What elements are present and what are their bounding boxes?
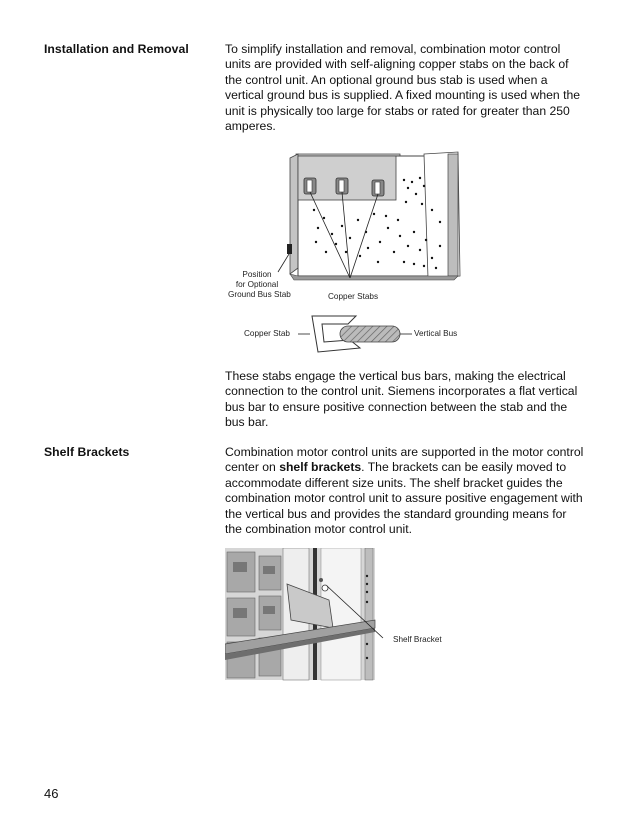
shelf-text-after: . The brackets can be easily moved to accommodate different size units. The shelf bracket guides the combination motor control unit to assure positive engagement with the vertical bus and provides the standard grounding means for the combination motor control unit. [225, 460, 583, 537]
heading-shelf-brackets: Shelf Brackets [44, 445, 130, 459]
paragraph-shelf-brackets [225, 445, 585, 537]
label-optional-ground-bus-stab [228, 270, 291, 300]
installation-text: To simplify installation and removal, combination motor control units are provided with self-aligning copper stabs on the back of the control unit. An optional ground bus stab is used when a vertical ground bus is supplied. A fixed mounting is used when the unit is physically too large for stabs or rated for greater than 250 amperes. [225, 42, 581, 134]
shelf-brackets-bold: shelf brackets [279, 460, 362, 475]
label-ground-line-3: Ground Bus Stab [228, 290, 291, 299]
label-copper-stab: Copper Stab [244, 329, 290, 338]
control-unit-figure [228, 148, 478, 308]
label-copper-stabs: Copper Stabs [328, 292, 379, 301]
stabs-text: These stabs engage the vertical bus bars, making the electrical connection to the control unit. Siemens incorporates a flat vertical bus bar to ensure positive connection between the stab and the bus bar. [225, 369, 578, 430]
shelf-bracket-figure [225, 548, 455, 682]
shelf-text-before: Combination motor control units are supported in the motor control center on [225, 445, 584, 475]
label-ground-line-1: Position [242, 270, 272, 279]
label-vertical-bus: Vertical Bus [414, 329, 458, 338]
paragraph-stabs [225, 369, 585, 431]
shelf-brackets-text [225, 445, 585, 537]
label-shelf-bracket: Shelf Bracket [393, 635, 442, 644]
heading-installation-and-removal: Installation and Removal [44, 42, 189, 56]
page-number: 46 [44, 786, 59, 801]
paragraph-installation [225, 42, 585, 134]
stab-detail-figure [240, 310, 470, 358]
shelf-bracket-illustration [225, 548, 455, 682]
label-ground-line-2: for Optional [235, 280, 279, 289]
